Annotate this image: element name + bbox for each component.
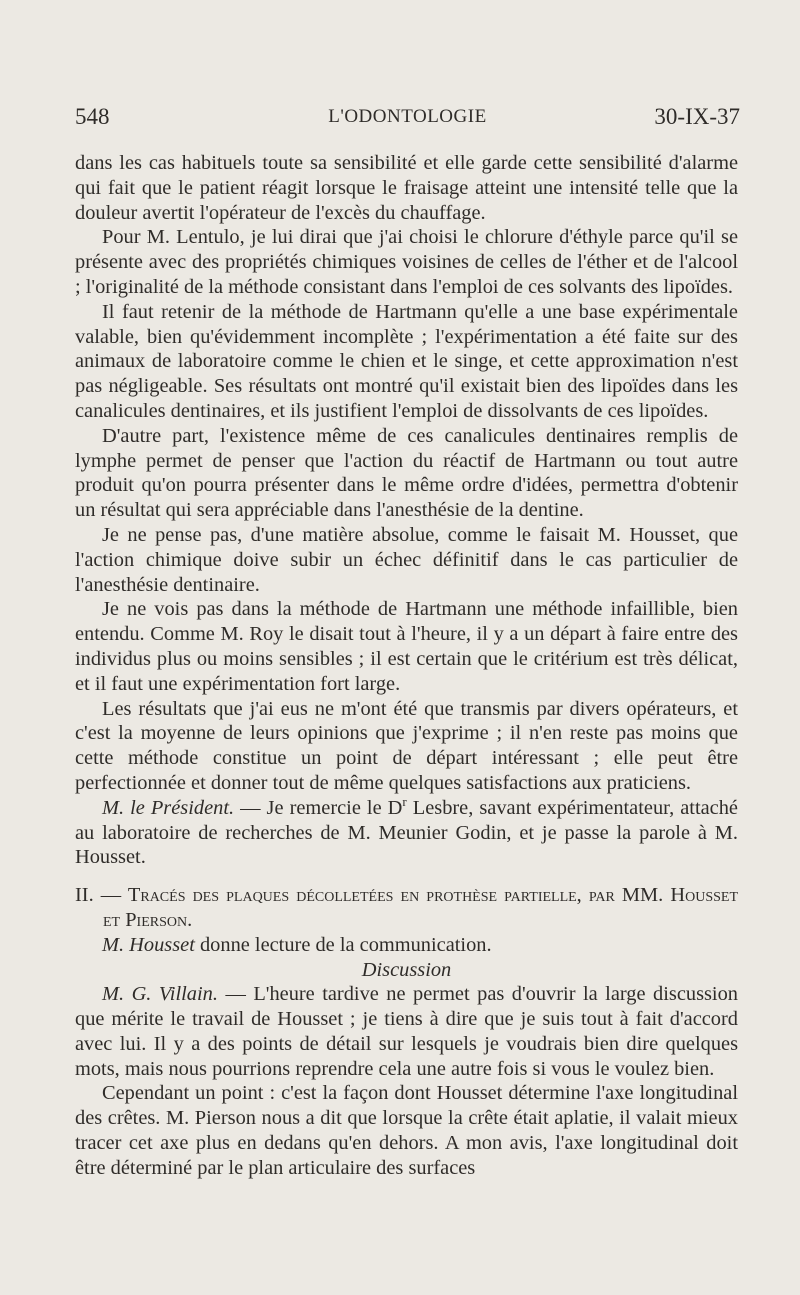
paragraph: dans les cas habituels toute sa sensibilité et elle garde cette sensibilité d'alarme qui fait que le patient réagit lorsque le fraisage atteint une intensité telle que la douleur avertit l'opérateur de l'excès du chauffage. (75, 152, 738, 224)
paragraph-text: Lesbre, savant expérimentateur, attaché au laboratoire de recherches de M. Meunier Godin, et je passe la parole à M. Housset. (75, 796, 738, 869)
speaker-name: M. G. Villain. (102, 983, 218, 1006)
speaker-name: M. le Président. (102, 796, 235, 819)
paragraph: D'autre part, l'existence même de ces canalicules dentinaires remplis de lymphe permet de penser que l'action du réactif de Hartmann ou tout autre produit qu'on pourra présenter dans le même ordre d'idées, permettra d'obtenir un résultat qui sera appréciable dans l'anesthésie de la dentine. (75, 424, 738, 522)
paragraph-text: donne lecture de la communication. (194, 933, 492, 956)
journal-title: L'ODONTOLOGIE (328, 106, 487, 127)
paragraph-housset (75, 933, 738, 958)
issue-date: 30-IX-37 (654, 104, 740, 129)
paragraph-text: — Je remercie le D (234, 796, 403, 819)
superscript: r (402, 793, 407, 809)
paragraph-text: — L'heure tardive ne permet pas d'ouvrir la large discussion que mérite le travail de Housset ; je tiens à dire que je suis tout à fait d'accord avec lui. Il y a des points de détail sur lesquels je voudrais bien dire quelques mots, mais nous pourrions reprendre cela une autre fois si vous le voulez bien. (75, 983, 738, 1080)
page-number: 548 (75, 104, 110, 129)
body-text (75, 151, 738, 1181)
paragraph-president (75, 793, 738, 870)
paragraph: Je ne vois pas dans la méthode de Hartmann une méthode infaillible, bien entendu. Comme M. Roy le disait tout à l'heure, il y a un départ à faire entre des individus plus ou moins sensibles ; il est certain que le critérium est très délicat, et il faut une expérimentation fort large. (75, 598, 738, 695)
section-title: — Tracés des plaques décolletées en prothèse partielle, par MM. Housset et Pierson. (93, 884, 738, 931)
paragraph: Pour M. Lentulo, je lui dirai que j'ai choisi le chlorure d'éthyle parce qu'il se présente avec des propriétés chimiques voisines de celles de l'éther et de l'alcool ; l'originalité de la méthode consistant dans l'emploi de ces solvants des lipoïdes. (75, 226, 738, 298)
section-heading (75, 883, 738, 933)
paragraph: Les résultats que j'ai eus ne m'ont été que transmis par divers opérateurs, et c'est la moyenne de leurs opinions que j'exprime ; il n'en reste pas moins que cette méthode constitue un point de départ intéressant ; elle peut être perfectionnée et donner tout de même quelques satisfactions aux praticiens. (75, 697, 738, 794)
speaker-name: M. Housset (102, 933, 195, 956)
paragraph: Je ne pense pas, d'une matière absolue, comme le faisait M. Housset, que l'action chimique doive subir un échec définitif dans le cas particulier de l'anesthésie dentinaire. (75, 523, 738, 596)
section-number: II. (75, 884, 94, 907)
discussion-heading: Discussion (361, 958, 452, 981)
paragraph-villain (75, 982, 738, 1081)
paragraph: Cependant un point : c'est la façon dont Housset détermine l'axe longitudinal des crêtes. M. Pierson nous a dit que lorsque la crête était aplatie, il valait mieux tracer cet axe plus en dedans qu'en dehors. A mon avis, l'axe longitudinal doit être déterminé par le plan articulaire des surfaces (75, 1082, 738, 1179)
paragraph: Il faut retenir de la méthode de Hartmann qu'elle a une base expérimentale valable, bien qu'évidemment incomplète ; l'expérimentation a été faite sur des animaux de laboratoire comme le chien et le singe, et cette approximation n'est pas négligeable. Ses résultats ont montré qu'il existait bien des lipoïdes dans les canalicules dentinaires, et ils justifient l'emploi de dissolvants de ces lipoïdes. (75, 300, 738, 422)
running-header (75, 104, 740, 138)
